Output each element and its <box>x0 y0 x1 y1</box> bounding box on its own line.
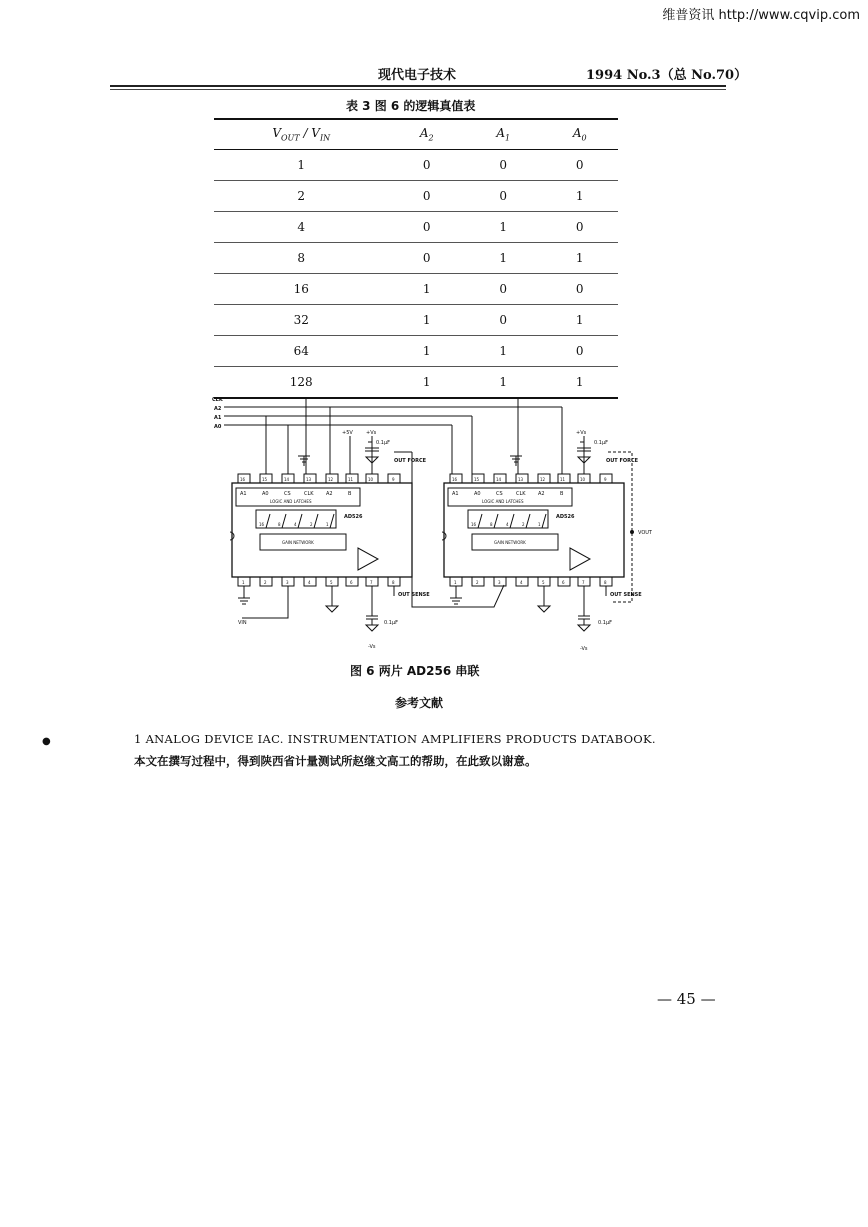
table-row <box>214 243 618 274</box>
pin-b-label: B <box>560 491 564 497</box>
table-cell: 1 <box>465 243 542 274</box>
table-cell: 2 <box>214 181 388 212</box>
pin-number: 3 <box>498 580 501 585</box>
header-a: A <box>572 126 582 141</box>
pin-a2-label: A2 <box>326 491 333 497</box>
table-row <box>214 181 618 212</box>
pin-number: 1 <box>242 580 245 585</box>
ground-icon <box>510 456 522 466</box>
pin-number: 15 <box>262 477 268 482</box>
table-cell: 0 <box>465 305 542 336</box>
table-cell: 64 <box>214 336 388 367</box>
table-cell: 0 <box>465 150 542 181</box>
figure-caption: 图 6 两片 AD256 串联 <box>350 664 480 678</box>
pin-number: 7 <box>582 580 585 585</box>
pin-number: 6 <box>350 580 353 585</box>
switch-16-label: 16 <box>471 522 477 527</box>
cap-label: 0.1μF <box>384 620 399 626</box>
pin-a1-label: A1 <box>240 491 247 497</box>
vin-wire <box>242 586 288 618</box>
pin-number: 2 <box>476 580 479 585</box>
ground-arrow <box>326 586 338 612</box>
chip-name-label: AD526 <box>556 514 575 520</box>
vout-node <box>631 531 634 534</box>
chip-2-bottom-pins <box>450 577 612 586</box>
pin-number: 14 <box>496 477 502 482</box>
cap-label: 0.1μF <box>376 440 391 446</box>
acknowledgement: 本文在撰写过程中，得到陕西省计量测试所赵继文高工的帮助，在此致以谢意。 <box>134 754 537 768</box>
pin-number: 6 <box>562 580 565 585</box>
pin-number: 12 <box>328 477 334 482</box>
chip-1-top-pins <box>238 474 400 483</box>
switch-8-label: 8 <box>278 522 281 527</box>
pin-number: 1 <box>454 580 457 585</box>
header-sub-1: 1 <box>504 133 511 143</box>
table-cell: 128 <box>214 367 388 399</box>
pin-number: 4 <box>520 580 523 585</box>
reference-item: 1 ANALOG DEVICE IAC. INSTRUMENTATION AMPLIFIERS PRODUCTS DATABOOK. <box>134 732 656 746</box>
header-rule-thin <box>110 89 726 90</box>
pin-number: 8 <box>604 580 607 585</box>
amplifier-symbol-1 <box>358 548 378 570</box>
pin-a0-label: A0 <box>474 491 481 497</box>
pin-a1-label: A1 <box>452 491 459 497</box>
switch-1-label: 1 <box>326 522 329 527</box>
out-sense-label: OUT SENSE <box>398 592 430 598</box>
plus5v-label: +5V <box>342 430 353 436</box>
pin-number: 16 <box>240 477 246 482</box>
table-cell: 1 <box>465 336 542 367</box>
page-number: — 45 — <box>657 990 716 1008</box>
table-cell: 32 <box>214 305 388 336</box>
truth-table <box>214 118 618 399</box>
vout-label: VOUT <box>638 530 652 536</box>
pin-number: 14 <box>284 477 290 482</box>
header-rule <box>110 85 726 87</box>
header-slash-v: / V <box>299 126 320 141</box>
table-row <box>214 274 618 305</box>
pin-number: 12 <box>540 477 546 482</box>
a1-label: A1 <box>214 415 222 421</box>
switch-8-label: 8 <box>490 522 493 527</box>
table-cell: 0 <box>388 181 465 212</box>
pin-cs-label: CS <box>496 491 503 497</box>
chip-name-label: AD526 <box>344 514 363 520</box>
table-row <box>214 150 618 181</box>
pin-clk-label: CLK <box>516 491 526 497</box>
header-in-sub: IN <box>319 133 331 143</box>
table-cell: 1 <box>388 367 465 399</box>
out-force-label: OUT FORCE <box>394 458 427 464</box>
clk-label: CLK <box>212 397 223 403</box>
gain-network-label: GAIN NETWORK <box>282 540 314 545</box>
pin-number: 5 <box>330 580 333 585</box>
pin-number: 9 <box>392 477 395 482</box>
plus-vs-label: +Vs <box>366 430 377 436</box>
plus-vs-label: +Vs <box>576 430 587 436</box>
table-cell: 1 <box>541 243 618 274</box>
table-cell: 8 <box>214 243 388 274</box>
negative-supply-cap-1 <box>366 596 378 631</box>
pin-a2-label: A2 <box>538 491 545 497</box>
pin-number: 15 <box>474 477 480 482</box>
switch-16-label: 16 <box>259 522 265 527</box>
minus-vs-label: -Vs <box>580 646 588 652</box>
pin-number: 10 <box>368 477 374 482</box>
header-v: V <box>272 126 281 141</box>
gain-network-label: GAIN NETWORK <box>494 540 526 545</box>
out-force-label: OUT FORCE <box>606 458 639 464</box>
pin-number: 4 <box>308 580 311 585</box>
references-heading: 参考文献 <box>395 696 444 710</box>
table-cell: 0 <box>388 150 465 181</box>
chip-2-top-pins <box>450 474 612 483</box>
pin-number: 2 <box>264 580 267 585</box>
pin-number: 11 <box>560 477 566 482</box>
logic-latches-label: LOGIC AND LATCHES <box>482 499 524 504</box>
col-header-a1 <box>465 119 542 150</box>
switch-1-label: 1 <box>538 522 541 527</box>
table-header-row <box>214 119 618 150</box>
header-out-sub: OUT <box>280 133 300 143</box>
table-cell: 1 <box>541 367 618 399</box>
amplifier-symbol-2 <box>570 548 590 570</box>
header-a: A <box>419 126 429 141</box>
table-cell: 1 <box>388 305 465 336</box>
logic-latches-label: LOGIC AND LATCHES <box>270 499 312 504</box>
table-cell: 4 <box>214 212 388 243</box>
issue-label: 1994 No.3（总 No.70） <box>586 68 748 83</box>
cap-label: 0.1μF <box>594 440 609 446</box>
pin-clk-label: CLK <box>304 491 314 497</box>
pin-number: 3 <box>286 580 289 585</box>
pin-a0-label: A0 <box>262 491 269 497</box>
cap-label: 0.1μF <box>598 620 613 626</box>
pin-number: 11 <box>348 477 354 482</box>
switch-2-label: 2 <box>310 522 313 527</box>
switch-2-label: 2 <box>522 522 525 527</box>
table-cell: 1 <box>541 181 618 212</box>
minus-vs-label: -Vs <box>368 644 376 650</box>
table-cell: 0 <box>541 212 618 243</box>
pin-number: 10 <box>580 477 586 482</box>
chip-1-bottom-pins <box>238 577 400 586</box>
out-sense-label: OUT SENSE <box>610 592 642 598</box>
table-cell: 1 <box>214 150 388 181</box>
col-header-vout-vin <box>214 119 388 150</box>
margin-mark: ● <box>42 736 51 747</box>
table-cell: 0 <box>541 274 618 305</box>
header-sub-2: 2 <box>428 133 434 143</box>
control-bus <box>224 398 562 474</box>
table-row <box>214 336 618 367</box>
table-cell: 1 <box>465 367 542 399</box>
table-cell: 1 <box>541 305 618 336</box>
table-row <box>214 212 618 243</box>
circuit-diagram <box>212 392 672 656</box>
table-cell: 0 <box>541 150 618 181</box>
pin-number: 5 <box>542 580 545 585</box>
pin-number: 13 <box>518 477 524 482</box>
a0-label: A0 <box>214 424 222 430</box>
table-cell: 0 <box>541 336 618 367</box>
table-cell: 0 <box>388 243 465 274</box>
switch-4-label: 4 <box>294 522 297 527</box>
table-cell: 0 <box>465 274 542 305</box>
table-cell: 1 <box>388 336 465 367</box>
ground-icon <box>238 586 250 604</box>
pin-number: 9 <box>604 477 607 482</box>
table-cell: 0 <box>388 212 465 243</box>
source-watermark: 维普资讯 http://www.cqvip.com <box>662 8 860 23</box>
pin-number: 13 <box>306 477 312 482</box>
col-header-a0 <box>541 119 618 150</box>
journal-title: 现代电子技术 <box>378 68 457 83</box>
col-header-a2 <box>388 119 465 150</box>
table-cell: 1 <box>465 212 542 243</box>
table-cell: 1 <box>388 274 465 305</box>
ground-arrow <box>538 586 550 612</box>
table-row <box>214 305 618 336</box>
header-a: A <box>496 126 505 141</box>
ground-icon <box>450 586 462 604</box>
table-cell: 0 <box>465 181 542 212</box>
a2-label: A2 <box>214 406 222 412</box>
switch-4-label: 4 <box>506 522 509 527</box>
ground-icon <box>298 456 310 466</box>
table-caption: 表 3 图 6 的逻辑真值表 <box>346 99 476 113</box>
pin-b-label: B <box>348 491 352 497</box>
ad526-chip-1 <box>230 483 412 577</box>
table-cell: 16 <box>214 274 388 305</box>
pin-number: 16 <box>452 477 458 482</box>
ad526-chip-2 <box>442 483 624 577</box>
pin-number: 8 <box>392 580 395 585</box>
header-sub-0: 0 <box>581 133 587 143</box>
pin-cs-label: CS <box>284 491 291 497</box>
pin-number: 7 <box>370 580 373 585</box>
vin-label: VIN <box>238 620 247 626</box>
negative-supply-cap-2 <box>578 596 590 631</box>
